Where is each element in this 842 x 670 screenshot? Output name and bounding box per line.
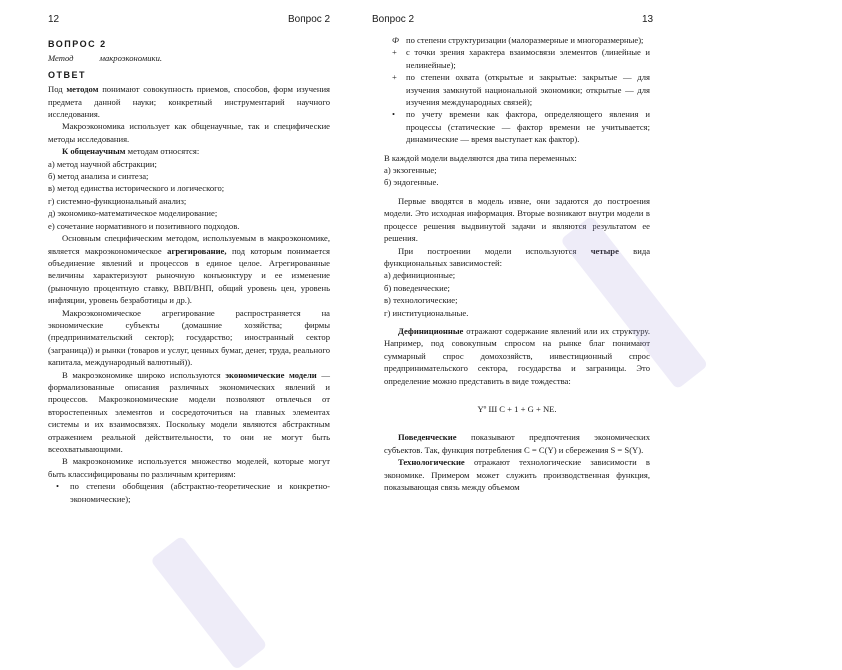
list-item: б) эндогенные. <box>384 177 439 188</box>
paragraph-functional-dependencies: При построении модели используются четыре вида функциональных зависимостей: <box>384 245 651 268</box>
bullet-mark: + <box>392 72 397 83</box>
list-item: д) экономико-математическое моделирование; <box>48 208 218 219</box>
term-four: четыре <box>590 245 619 256</box>
answer-heading: ОТВЕТ <box>48 69 86 80</box>
bullet-item: + по степени охвата (открытые и закрытые: закрытые — для изучения замкнутой национальной экономики; открытые — для изучения международных связей); <box>392 72 650 108</box>
bullet-item: + с точки зрения характера взаимосвязи элементов (линейные и нелинейные); <box>392 47 650 70</box>
subtitle-word-1: Метод <box>48 53 74 64</box>
bullet-item: Ф по степени структуризации (малоразмерные и многоразмерные); <box>392 35 644 45</box>
paragraph-aggregation-scope: Макроэкономическое агрегирование распространяется на экономические субъекты (домашние хозяйства; фирмы (предпринимательский сектор); государство; иностранный сектор (заграница)) и рынки (товаров и услуг, ценных бумаг, денег, труда, реального капитала, международный валютный)). <box>48 307 330 368</box>
term-economic-models: экономические модели <box>225 369 317 380</box>
list-item: а) дефиниционные; <box>384 270 456 281</box>
term-behavioral: Поведенческие <box>398 432 457 443</box>
list-item: в) технологические; <box>384 295 458 306</box>
paragraph-exo-endo: Первые вводятся в модель извне, они задаются до построения модели. Это исходная информация. Вторые возникают внутри модели в процессе решения выдвинутой задачи и являются результатом ее решения. <box>384 195 650 244</box>
list-item: в) метод единства исторического и логического; <box>48 183 225 194</box>
paragraph-method-definition: Под методом понимают совокупность приемов, способов, форм изучения предмета данной науки; конкретный инструментарий научного исследования. <box>48 84 330 120</box>
bullet-mark: • <box>56 481 60 492</box>
paragraph-behavioral: Поведенческие показывают предпочтения экономических субъектов. Так, функция потребления С = С(Y) и сбережения S = S(Y). <box>384 432 650 455</box>
functional-types-list <box>384 269 650 319</box>
paragraph-variable-types: В каждой модели выделяются два типа переменных: <box>384 152 577 163</box>
list-item: а) метод научной абстракции; <box>48 158 157 169</box>
right-page-column <box>384 34 650 493</box>
question-subtitle <box>48 52 330 64</box>
paragraph-definitional: Дефиниционные отражают содержание явлений или их структуру. Например, под совокупным спросом на рынке благ понимают суммарный спрос домохозяйств, инвестиционный спрос предпринимательского сектора, государства и заграницы. Это определение можно представить в виде тождества: <box>384 325 650 386</box>
bullet-mark: • <box>392 109 396 120</box>
term-general-scientific: К общенаучным <box>62 146 126 157</box>
term-aggregation: агрегирование, <box>167 245 227 256</box>
bullet-item: • по степени обобщения (абстрактно-теоретические и конкретно-экономические); <box>56 481 330 504</box>
bullet-mark: Ф <box>392 35 399 45</box>
paragraph-economic-models: В макроэкономике широко используются экономические модели — формализованные описания различных экономических явлений и процессов. Макроэкономические модели позволяют отвлечься от второстепенных элементов и сосредоточиться на главных элементах системы и их взаимосвязях. Поскольку модели являются абстрактным отражением реальной действительности, то они не могут быть всеохватывающими. <box>48 369 330 454</box>
general-methods-list <box>48 158 330 232</box>
term-definitional: Дефиниционные <box>398 325 464 336</box>
left-page-number: 12 <box>48 14 60 25</box>
subtitle-word-2: макроэкономики. <box>99 53 163 64</box>
list-item: г) системно-функциональный анализ; <box>48 195 187 206</box>
list-item: а) экзогенные; <box>384 165 437 176</box>
paragraph-technological: Технологические отражают технологические зависимости в экономике. Примером может служить производственная функция, показывающая связь между объемом <box>384 457 650 492</box>
term-method: методом <box>66 84 99 95</box>
list-item: е) сочетание нормативного и позитивного подходов. <box>48 220 240 231</box>
left-page-column <box>48 34 330 505</box>
left-running-title: Вопрос 2 <box>288 14 331 25</box>
paragraph-model-classification: В макроэкономике используется множество моделей, которые могут быть классифицированы по различным критериям: <box>48 456 330 479</box>
paragraph-general-methods: К общенаучным методам относятся: <box>62 146 200 157</box>
bullet-item: • по учету времени как фактора, определяющего явления и процессы (статические — фактор времени не учитывается; динамические — время выступает как фактор). <box>392 109 650 145</box>
list-item: б) метод анализа и синтеза; <box>48 171 149 182</box>
list-item: б) поведенческие; <box>384 282 450 293</box>
list-item: г) институциональные. <box>384 307 469 318</box>
bullet-mark: + <box>392 47 397 58</box>
right-running-title: Вопрос 2 <box>372 14 415 25</box>
term-technological: Технологические <box>398 457 465 468</box>
identity-formula: Yº Ш C + 1 + G + NE. <box>477 403 557 414</box>
question-heading: ВОПРОС 2 <box>48 39 107 49</box>
right-page-number: 13 <box>642 14 654 25</box>
paragraph-aggregation: Основным специфическим методом, используемым в макроэкономике, является макроэкономическое агрегирование, под которым понимается объединение явлений и процессов в единое целое. Агрегированные величины характеризуют рыночную конъюнктуру и ее изменение (рыночную процентную ставку, ВВП/ВНП, общий уровень цен, уровень инфляции, уровень безработицы и др.). <box>48 233 330 306</box>
paragraph-methods-intro: Макроэкономика использует как общенаучные, так и специфические методы исследования. <box>48 121 330 144</box>
watermark-shape-left <box>150 535 268 670</box>
